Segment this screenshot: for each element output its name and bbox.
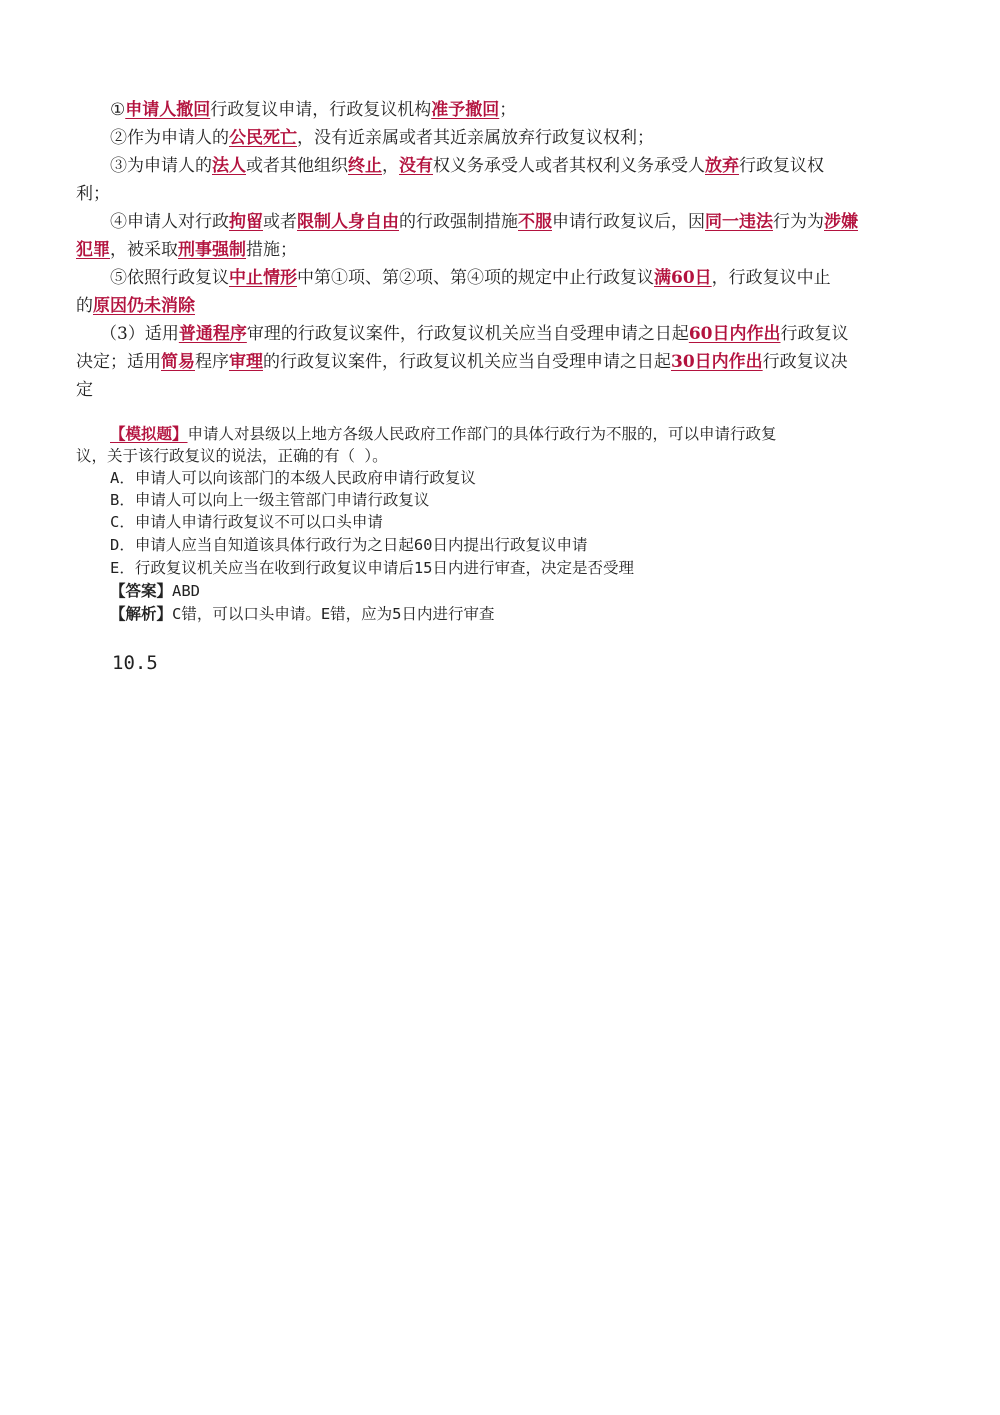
highlight: 满60日 <box>654 268 712 288</box>
item-5-cont: 的原因仍未消除 <box>76 296 195 316</box>
highlight: 没有 <box>399 156 433 176</box>
highlight: 中止情形 <box>229 268 297 288</box>
para-3-cont: 决定；适用简易程序审理的行政复议案件，行政复议机关应当自受理申请之日起30日内作出行政复议决 <box>76 352 848 372</box>
analysis-label: 【解析】 <box>110 605 173 623</box>
highlight: 不服 <box>518 212 552 232</box>
answer-value: ABD <box>172 582 201 600</box>
highlight: 普通程序 <box>178 324 247 344</box>
highlight: 法人 <box>212 156 246 176</box>
highlight: 涉嫌 <box>824 212 858 232</box>
highlight: 简易 <box>161 352 195 372</box>
answer <box>110 580 926 602</box>
option-d: D．申请人应当自知道该具体行政行为之日起60日内提出行政复议申请 <box>110 536 588 554</box>
option-a: A．申请人可以向该部门的本级人民政府申请行政复议 <box>110 469 476 487</box>
para-3: （3）适用普通程序审理的行政复议案件，行政复议机关应当自受理申请之日起60日内作出行政复议 <box>100 324 849 344</box>
item-4-cont: 犯罪，被采取刑事强制措施； <box>76 240 297 260</box>
item-4: ④申请人对行政拘留或者限制人身自由的行政强制措施不服申请行政复议后，因同一违法行为为涉嫌 <box>110 212 858 232</box>
option-b: B．申请人可以向上一级主管部门申请行政复议 <box>110 491 430 509</box>
highlight: 准予撤回 <box>431 100 500 120</box>
highlight: 原因仍未消除 <box>93 296 195 316</box>
highlight: 犯罪 <box>76 240 110 260</box>
highlight: 放弃 <box>705 156 739 176</box>
question-stem-cont: 议，关于该行政复议的说法，正确的有（ ）。 <box>76 447 388 465</box>
highlight: 30日内作出 <box>671 352 763 372</box>
section-number: 10.5 <box>112 652 158 674</box>
highlight: 限制人身自由 <box>297 212 399 232</box>
question-stem: 【模拟题】申请人对县级以上地方各级人民政府工作部门的具体行政行为不服的，可以申请行政复 <box>110 425 777 443</box>
analysis <box>110 603 926 625</box>
highlight: 同一违法 <box>705 212 773 232</box>
item-5: ⑤依照行政复议中止情形中第①项、第②项、第④项的规定中止行政复议满60日，行政复议中止 <box>110 268 831 288</box>
highlight: 公民死亡 <box>229 128 297 148</box>
analysis-text: C错，可以口头申请。E错，应为5日内进行审查 <box>172 605 495 623</box>
para-3-end: 定 <box>76 380 93 400</box>
question-tag: 【模拟题】 <box>110 425 188 443</box>
item-2: ②作为申请人的公民死亡，没有近亲属或者其近亲属放弃行政复议权利； <box>110 128 654 148</box>
item-1: ①申请人撤回行政复议申请，行政复议机构准予撤回； <box>110 100 517 120</box>
item-3-cont: 利； <box>76 184 110 204</box>
answer-label: 【答案】 <box>110 582 173 600</box>
highlight: 审理 <box>229 352 263 372</box>
highlight: 终止 <box>348 156 382 176</box>
highlight: 刑事强制 <box>178 240 246 260</box>
highlight: 拘留 <box>229 212 263 232</box>
highlight: 60日内作出 <box>688 324 781 344</box>
option-c: C．申请人申请行政复议不可以口头申请 <box>110 513 383 531</box>
option-e: E．行政复议机关应当在收到行政复议申请后15日内进行审查，决定是否受理 <box>110 559 634 577</box>
highlight: 申请人撤回 <box>125 100 211 120</box>
item-3: ③为申请人的法人或者其他组织终止，没有权义务承受人或者其权利义务承受人放弃行政复议权 <box>110 156 824 176</box>
